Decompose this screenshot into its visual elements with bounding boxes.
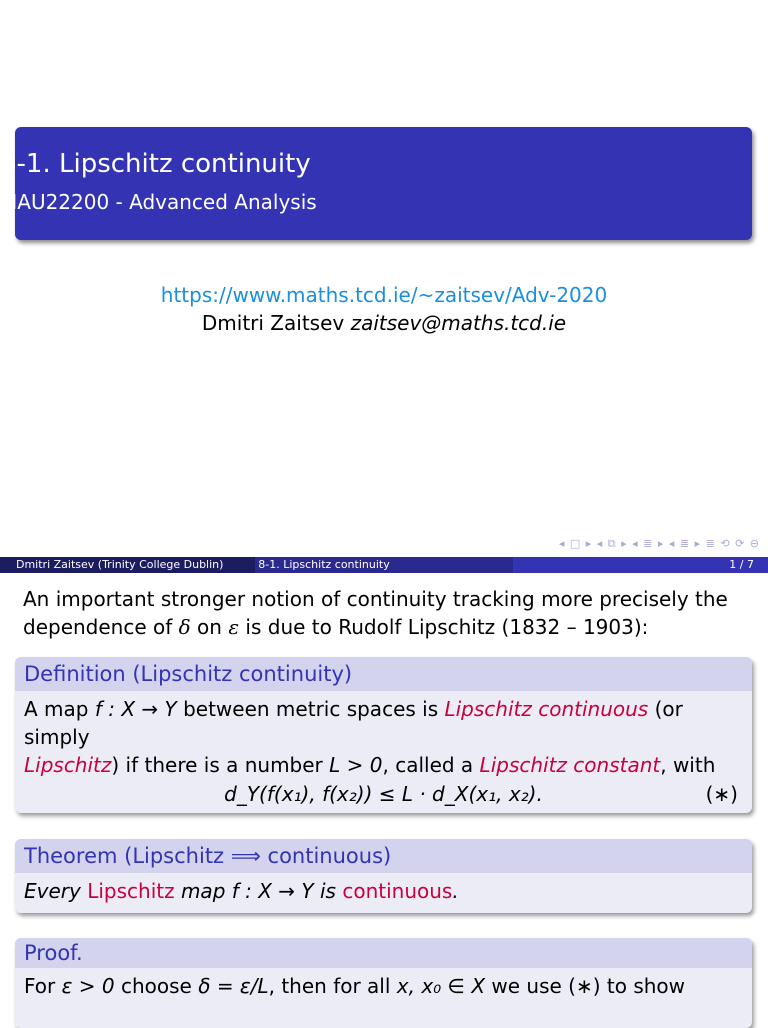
def-text: ) if there is a number [111, 753, 330, 777]
footer-bar [0, 557, 768, 573]
definition-heading: Definition (Lipschitz continuity) [15, 657, 752, 691]
author-email[interactable]: zaitsev@maths.tcd.ie [350, 311, 567, 335]
def-text: , called a [382, 753, 480, 777]
proof-text: choose [114, 974, 199, 998]
proof-text: to show [600, 974, 686, 998]
lipschitz-inequality [15, 782, 752, 806]
footer-title: 8-1. Lipschitz continuity [255, 557, 513, 573]
intro-paragraph [23, 585, 743, 641]
delta-choice: δ = ε/L [198, 974, 269, 998]
intro-text: on [190, 615, 229, 639]
slide-subtitle: MAU22200 - Advanced Analysis [0, 190, 317, 214]
slide-title: 8-1. Lipschitz continuity [0, 149, 311, 179]
def-text: A map [24, 697, 95, 721]
theorem-heading: Theorem (Lipschitz ⟹ continuous) [15, 839, 752, 873]
thm-text: Every [24, 879, 88, 903]
footer-page-number: 1 / 7 [513, 557, 768, 573]
author-line [0, 311, 768, 335]
thm-text: . [452, 879, 459, 903]
thm-text: is [313, 879, 343, 903]
proof-block [15, 938, 752, 1028]
theorem-body [15, 873, 752, 905]
equation-reference: (∗) [568, 974, 601, 998]
title-banner [15, 127, 752, 240]
constant-condition: L > 0 [329, 753, 383, 777]
beamer-navigation-icons[interactable]: ◂ □ ▸ ◂ ⧉ ▸ ◂ ≣ ▸ ◂ ≣ ▸ ≣ ⟲ ⟳ ⊖ [558, 537, 760, 550]
map-expression: f : X → Y [94, 697, 177, 721]
def-text: (or simply [24, 697, 683, 749]
term-lipschitz: Lipschitz [87, 879, 175, 903]
term-lipschitz-continuous: Lipschitz continuous [444, 697, 649, 721]
thm-text: map [174, 879, 232, 903]
term-lipschitz-constant: Lipschitz constant [479, 753, 661, 777]
proof-text: we use [485, 974, 569, 998]
author-name: Dmitri Zaitsev [201, 311, 345, 335]
def-text: , with [660, 753, 716, 777]
footer-author: Dmitri Zaitsev (Trinity College Dublin) [0, 557, 255, 573]
theorem-block [15, 839, 752, 913]
proof-text: For [24, 974, 62, 998]
course-url-link[interactable]: https://www.maths.tcd.ie/~zaitsev/Adv-2020 [160, 283, 608, 307]
definition-block [15, 657, 752, 813]
proof-text: , then for all [268, 974, 397, 998]
variables: x, x₀ ∈ X [396, 974, 486, 998]
intro-line-1: An important stronger notion of continuity tracking more precisely the [23, 587, 728, 611]
proof-body [15, 968, 752, 1000]
intro-text: is due to Rudolf Lipschitz (1832 – 1903): [239, 615, 649, 639]
intro-text: dependence of [23, 615, 179, 639]
def-text: between metric spaces is [176, 697, 445, 721]
definition-body [15, 691, 752, 779]
proof-heading: Proof. [15, 938, 752, 968]
map-expression: f : X → Y [231, 879, 314, 903]
epsilon-symbol: ε [228, 615, 240, 639]
intro-line-2 [23, 613, 743, 641]
term-continuous: continuous [342, 879, 453, 903]
epsilon-condition: ε > 0 [61, 974, 115, 998]
formula-text: d_Y(f(x₁), f(x₂)) ≤ L · d_X(x₁, x₂). [224, 782, 543, 806]
equation-label: (∗) [705, 782, 738, 806]
term-lipschitz: Lipschitz [24, 753, 112, 777]
delta-symbol: δ [178, 615, 191, 639]
